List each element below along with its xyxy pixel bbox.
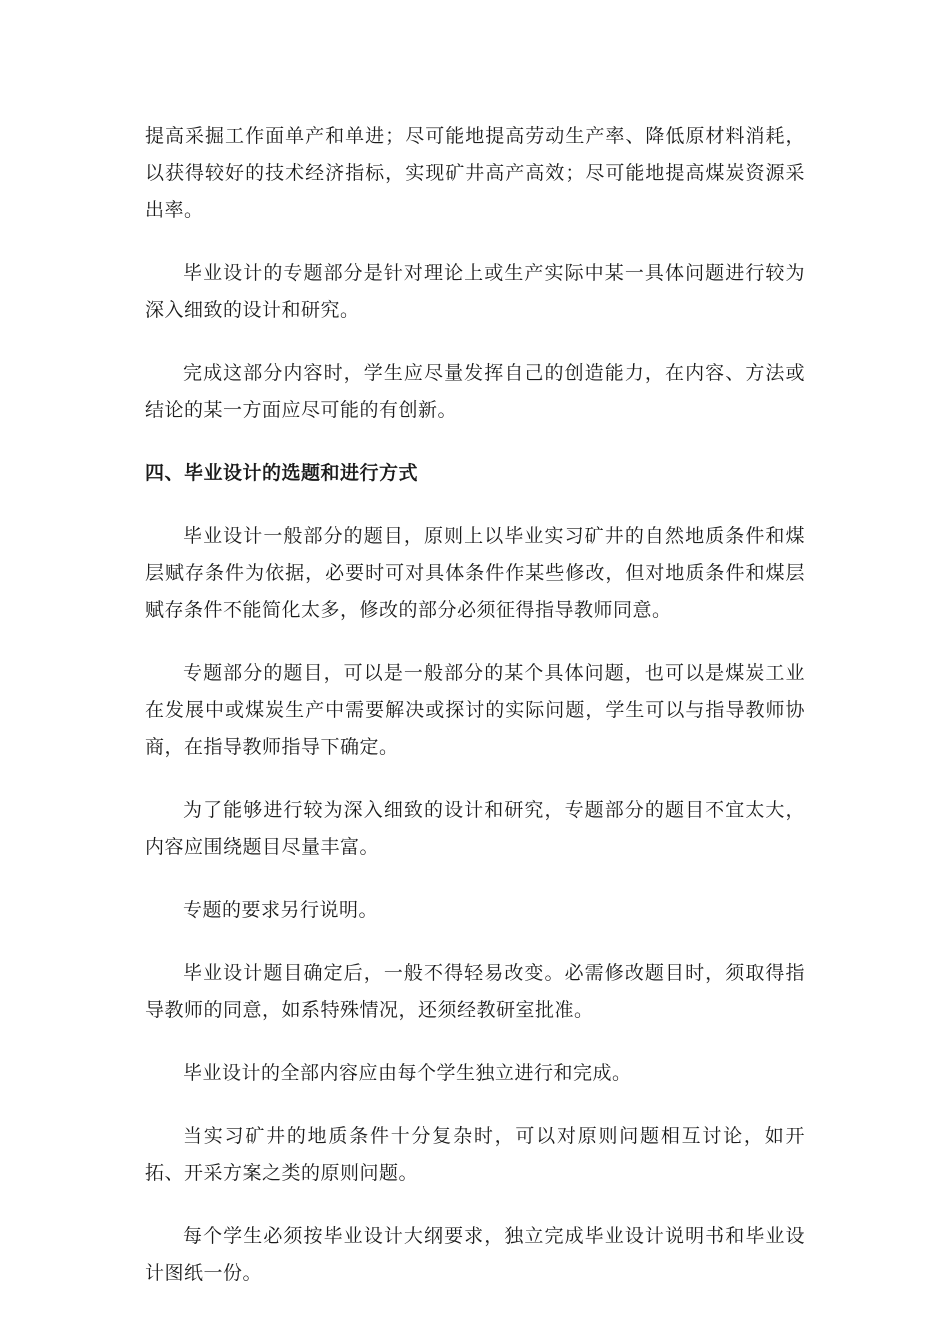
- paragraph-special-topic: 毕业设计的专题部分是针对理论上或生产实际中某一具体问题进行较为深入细致的设计和研究。: [145, 262, 805, 321]
- paragraph-topic-change: 毕业设计题目确定后，一般不得轻易改变。必需修改题目时，须取得指导教师的同意，如系特殊情况，还须经教研室批准。: [145, 962, 805, 1021]
- paragraph-discussion: 当实习矿井的地质条件十分复杂时，可以对原则问题相互讨论，如开拓、开采方案之类的原则问题。: [145, 1125, 805, 1184]
- paragraph-general-topic: 毕业设计一般部分的题目，原则上以毕业实习矿井的自然地质条件和煤层赋存条件为依据，必要时可对具体条件作某些修改，但对地质条件和煤层赋存条件不能简化太多，修改的部分必须征得指导教师同意。: [145, 525, 805, 621]
- paragraph-continued: 提高采掘工作面单产和单进；尽可能地提高劳动生产率、降低原材料消耗，以获得较好的技术经济指标，实现矿井高产高效；尽可能地提高煤炭资源采出率。: [145, 125, 805, 221]
- document-body: [145, 118, 805, 1318]
- paragraph-deliverables: 每个学生必须按毕业设计大纲要求，独立完成毕业设计说明书和毕业设计图纸一份。: [145, 1225, 805, 1284]
- paragraph-special-topic-selection: 专题部分的题目，可以是一般部分的某个具体问题，也可以是煤炭工业在发展中或煤炭生产中需要解决或探讨的实际问题，学生可以与指导教师协商，在指导教师指导下确定。: [145, 662, 805, 758]
- paragraph-topic-scope: 为了能够进行较为深入细致的设计和研究，专题部分的题目不宜太大，内容应围绕题目尽量丰富。: [145, 799, 805, 858]
- paragraph-requirements-note: 专题的要求另行说明。: [183, 899, 379, 921]
- section-heading: 四、毕业设计的选题和进行方式: [145, 462, 419, 484]
- paragraph-independent-work: 毕业设计的全部内容应由每个学生独立进行和完成。: [183, 1062, 632, 1084]
- paragraph-creativity: 完成这部分内容时，学生应尽量发挥自己的创造能力，在内容、方法或结论的某一方面应尽可能的有创新。: [145, 362, 805, 421]
